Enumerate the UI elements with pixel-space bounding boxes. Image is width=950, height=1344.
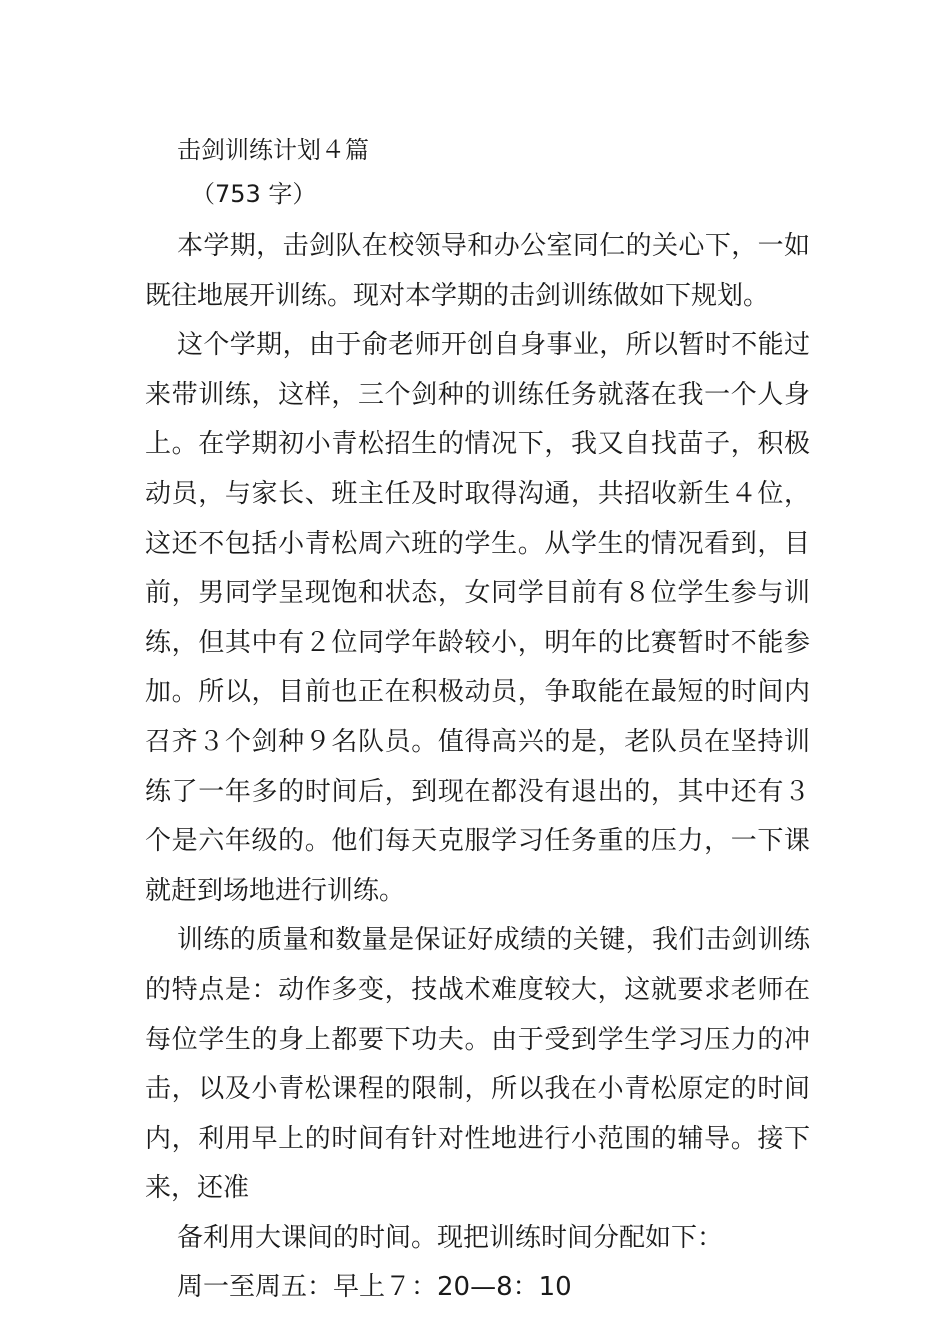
word-count: （753 字）	[191, 180, 317, 208]
document-title: 击剑训练计划４篇	[177, 136, 369, 164]
paragraph-recruitment: 这个学期，由于俞老师开创自身事业，所以暂时不能过来带训练，这样，三个剑种的训练任务就落在我一个人身上。在学期初小青松招生的情况下，我又自找苗子，积极动员，与家长、班主任及时取得沟通，共招收新生４位，这还不包括小青松周六班的学生。从学生的情况看到，目前，男同学呈现饱和状态，女同学目前有８位学生参与训练，但其中有２位同学年龄较小，明年的比赛暂时不能参加。所以，目前也正在积极动员，争取能在最短的时间内召齐３个剑种９名队员。值得高兴的是，老队员在坚持训练了一年多的时间后，到现在都没有退出的，其中还有３个是六年级的。他们每天克服学习任务重的压力，一下课就赶到场地进行训练。	[145, 330, 810, 906]
document-body	[145, 128, 810, 1313]
paragraph-intro: 本学期，击剑队在校领导和办公室同仁的关心下，一如既往地展开训练。现对本学期的击剑训练做如下规划。	[145, 231, 810, 311]
schedule-line: 周一至周五：早上７：20—8：10	[177, 1272, 572, 1303]
paragraph-continued-line: 备利用大课间的时间。现把训练时间分配如下：	[177, 1222, 724, 1253]
paragraph-training-quality: 训练的质量和数量是保证好成绩的关键，我们击剑训练的特点是：动作多变，技战术难度较大，这就要求老师在每位学生的身上都要下功夫。由于受到学生学习压力的冲击，以及小青松课程的限制，所以我在小青松原定的时间内，利用早上的时间有针对性地进行小范围的辅导。接下来，还准	[145, 925, 810, 1204]
